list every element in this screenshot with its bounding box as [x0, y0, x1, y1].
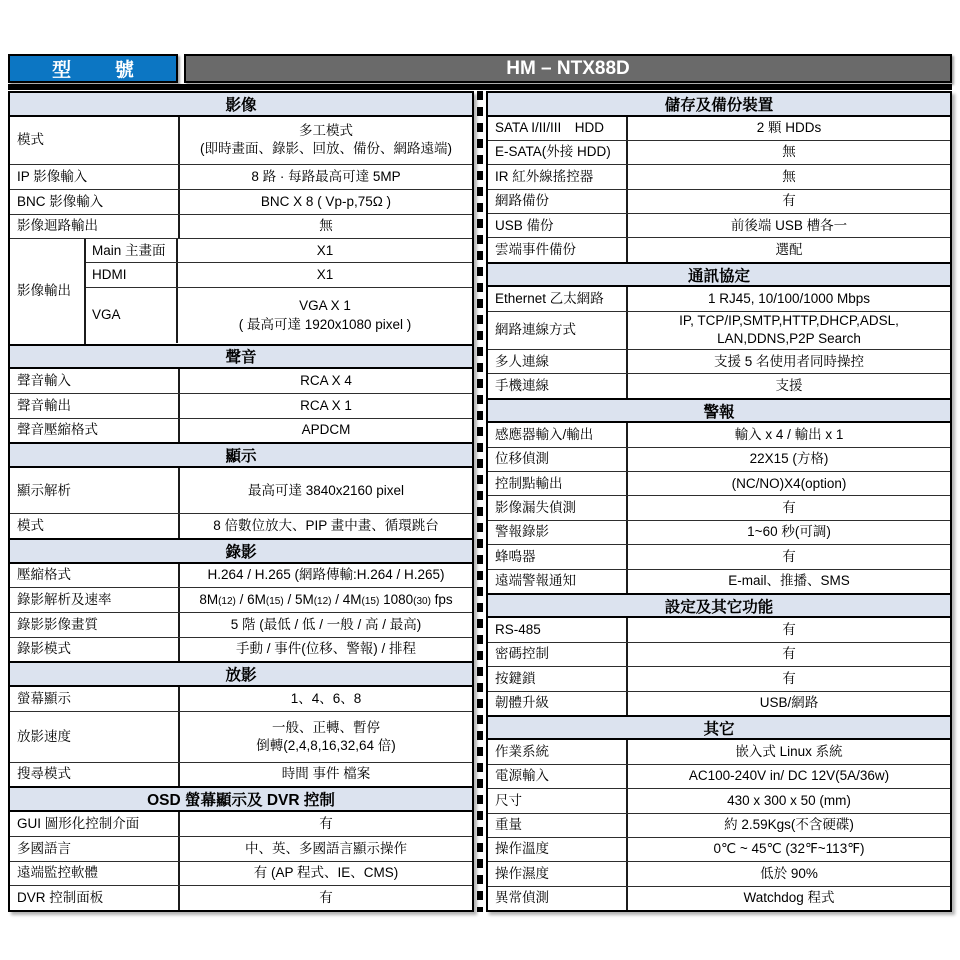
- spec-subrow: [86, 239, 472, 262]
- spec-row: [10, 612, 472, 637]
- spec-row: [10, 164, 472, 189]
- section-header: 放影: [10, 661, 472, 687]
- row-value: 有: [782, 621, 796, 637]
- spec-row: [488, 740, 950, 763]
- row-label: 聲音輸入: [10, 369, 180, 393]
- row-label: 蜂鳴器: [488, 545, 628, 568]
- row-label: 模式: [10, 514, 180, 538]
- header-separator: [8, 84, 952, 90]
- section-header: 通訊協定: [488, 262, 950, 288]
- spec-row: [10, 418, 472, 443]
- row-value: VGA X 1 ( 最高可達 1920x1080 pixel ): [238, 298, 412, 332]
- spec-row: [488, 618, 950, 641]
- spec-row: [488, 666, 950, 690]
- spec-row: [488, 520, 950, 544]
- row-value: 支援 5 名使用者同時操控: [713, 353, 864, 369]
- row-label: 密碼控制: [488, 643, 628, 666]
- row-value: 無: [782, 144, 796, 160]
- spec-row: [488, 544, 950, 568]
- section-header: 警報: [488, 398, 950, 424]
- spec-row: [488, 813, 950, 837]
- row-group-label: 影像輸出: [10, 239, 86, 343]
- spec-row: [10, 711, 472, 762]
- row-value: 輸入 x 4 / 輸出 x 1: [734, 426, 844, 442]
- row-value: RCA X 1: [300, 397, 352, 413]
- row-value: 1 RJ45, 10/100/1000 Mbps: [707, 290, 871, 306]
- row-value: 有 (AP 程式、IE、CMS): [253, 865, 399, 881]
- row-label: 多人連線: [488, 350, 628, 373]
- row-value: E-mail、推播、SMS: [728, 573, 850, 589]
- row-label: IP 影像輸入: [10, 165, 180, 189]
- row-label: USB 備份: [488, 214, 628, 237]
- row-label: Main 主畫面: [86, 239, 178, 262]
- sub-rows: [86, 239, 472, 343]
- spec-row: [488, 788, 950, 812]
- row-value: 22X15 (方格): [749, 451, 829, 467]
- spec-row: [10, 885, 472, 910]
- spec-table-right: [486, 91, 952, 912]
- row-label: 感應器輸入/輸出: [488, 423, 628, 446]
- row-value: 多工模式 (即時畫面、錄影、回放、備份、網路遠端): [200, 123, 452, 157]
- row-label: HDMI: [86, 263, 178, 286]
- row-value: 無: [319, 218, 333, 234]
- row-value: BNC X 8 ( Vp-p,75Ω ): [260, 193, 392, 209]
- spec-row: [10, 836, 472, 861]
- row-label: 韌體升級: [488, 692, 628, 715]
- section-header: 影像: [10, 93, 472, 117]
- row-value: 最高可達 3840x2160 pixel: [247, 482, 405, 498]
- row-value: 有: [782, 548, 796, 564]
- spec-row: [488, 861, 950, 885]
- spec-row: [10, 238, 472, 343]
- row-label: 控制點輸出: [488, 472, 628, 495]
- row-label: 異常偵測: [488, 887, 628, 910]
- row-value: 前後端 USB 槽各一: [730, 217, 848, 233]
- spec-row: [488, 213, 950, 237]
- row-value: USB/網路: [759, 695, 819, 711]
- row-label: DVR 控制面板: [10, 886, 180, 910]
- spec-row: [10, 812, 472, 836]
- spec-row: [10, 468, 472, 513]
- spec-row: [488, 471, 950, 495]
- spec-table-left: [8, 91, 474, 912]
- row-label: 網路連線方式: [488, 312, 628, 349]
- spec-row: [488, 237, 950, 261]
- row-label: 錄影模式: [10, 638, 180, 662]
- spec-row: [488, 764, 950, 788]
- row-value: 支援: [775, 377, 803, 393]
- row-value: X1: [316, 266, 334, 282]
- row-value: 約 2.59Kgs(不含硬碟): [724, 817, 854, 833]
- model-name: HM – NTX88D: [184, 54, 952, 83]
- row-label: 按鍵鎖: [488, 667, 628, 690]
- row-label: 顯示解析: [10, 468, 180, 513]
- row-value: 有: [782, 670, 796, 686]
- row-label: 模式: [10, 117, 180, 164]
- row-value: (NC/NO)X4(option): [731, 475, 847, 491]
- row-value: 有: [319, 815, 333, 831]
- row-label: 遠端監控軟體: [10, 862, 180, 886]
- spec-row: [488, 691, 950, 715]
- spec-row: [10, 513, 472, 538]
- row-label: 影像漏失偵測: [488, 496, 628, 519]
- row-label: 重量: [488, 814, 628, 837]
- row-value: 一般、正轉、暫停 倒轉(2,4,8,16,32,64 倍): [256, 719, 396, 753]
- row-label: 作業系統: [488, 740, 628, 763]
- section-header: 儲存及備份裝置: [488, 93, 950, 117]
- spec-row: [10, 687, 472, 711]
- row-label: 尺寸: [488, 789, 628, 812]
- row-label: VGA: [86, 288, 178, 344]
- row-label: 聲音壓縮格式: [10, 419, 180, 443]
- section-header: 設定及其它功能: [488, 593, 950, 619]
- row-value: 430 x 300 x 50 (mm): [727, 792, 851, 808]
- spec-row: [10, 214, 472, 239]
- spec-row: [488, 837, 950, 861]
- spec-row: [488, 642, 950, 666]
- row-label: SATA I/II/III HDD: [488, 117, 628, 140]
- section-header: 錄影: [10, 538, 472, 564]
- row-value: 低於 90%: [760, 865, 818, 881]
- spec-row: [488, 447, 950, 471]
- row-value: AC100-240V in/ DC 12V(5A/36w): [688, 768, 890, 784]
- row-value: 0℃ ~ 45℃ (32℉~113℉): [713, 841, 865, 857]
- row-label: 多國語言: [10, 837, 180, 861]
- row-value: 有: [782, 646, 796, 662]
- column-divider: [477, 91, 483, 912]
- row-label: 放影速度: [10, 712, 180, 762]
- row-value: IP, TCP/IP,SMTP,HTTP,DHCP,ADSL, LAN,DDNS,P2P Search: [679, 313, 899, 347]
- row-value: 8 路 · 每路最高可達 5MP: [251, 168, 401, 184]
- spec-tables: [8, 91, 952, 912]
- spec-row: [488, 886, 950, 910]
- spec-row: [10, 762, 472, 787]
- spec-row: [488, 140, 950, 164]
- row-label: 手機連線: [488, 374, 628, 397]
- spec-row: [488, 349, 950, 373]
- row-value: 時間 事件 檔案: [281, 766, 371, 782]
- row-label: 影像迴路輸出: [10, 215, 180, 239]
- row-label: IR 紅外線搖控器: [488, 165, 628, 188]
- spec-sheet: [8, 54, 952, 912]
- row-label: 搜尋模式: [10, 763, 180, 787]
- row-label: Ethernet 乙太網路: [488, 287, 628, 310]
- row-value: 8 倍數位放大、PIP 畫中畫、循環跳台: [213, 517, 439, 533]
- spec-row: [488, 117, 950, 140]
- row-value: 有: [319, 889, 333, 905]
- row-value: APDCM: [301, 422, 351, 438]
- row-label: 聲音輸出: [10, 394, 180, 418]
- row-label: 雲端事件備份: [488, 238, 628, 261]
- spec-subrow: [86, 287, 472, 344]
- section-header: OSD 螢幕顯示及 DVR 控制: [10, 786, 472, 812]
- spec-row: [10, 189, 472, 214]
- row-label: 位移偵測: [488, 448, 628, 471]
- row-label: BNC 影像輸入: [10, 190, 180, 214]
- section-header: 聲音: [10, 344, 472, 370]
- spec-row: [488, 287, 950, 310]
- row-value: 2 顆 HDDs: [756, 120, 822, 136]
- section-header: 顯示: [10, 442, 472, 468]
- row-value: 1~60 秒(可調): [747, 524, 831, 540]
- spec-row: [10, 369, 472, 393]
- spec-row: [488, 423, 950, 446]
- row-value: 1、4、6、8: [290, 690, 362, 706]
- row-value: X1: [316, 242, 334, 258]
- model-header: [8, 54, 952, 83]
- row-label: 螢幕顯示: [10, 687, 180, 711]
- spec-row: [10, 393, 472, 418]
- model-label-box: [8, 54, 178, 83]
- row-label: E-SATA(外接 HDD): [488, 141, 628, 164]
- row-label: 壓縮格式: [10, 564, 180, 588]
- section-header: 其它: [488, 715, 950, 741]
- row-value: H.264 / H.265 (網路傳輸:H.264 / H.265): [207, 567, 445, 583]
- row-value: Watchdog 程式: [743, 890, 835, 906]
- spec-row: [488, 495, 950, 519]
- row-value: 有: [782, 499, 796, 515]
- row-label: 操作濕度: [488, 862, 628, 885]
- row-label: 錄影解析及速率: [10, 588, 180, 612]
- row-value: 有: [782, 193, 796, 209]
- row-label: 遠端警報通知: [488, 570, 628, 593]
- row-value: 手動 / 事件(位移、警報) / 排程: [236, 641, 416, 657]
- row-value: 8M(12) / 6M(15) / 5M(12) / 4M(15) 1080(30) fps: [199, 592, 453, 608]
- spec-row: [10, 861, 472, 886]
- model-label: 型號: [52, 60, 178, 81]
- spec-subrow: [86, 262, 472, 286]
- row-label: 操作溫度: [488, 838, 628, 861]
- spec-row: [488, 164, 950, 188]
- row-value: RCA X 4: [300, 373, 352, 389]
- row-value: 無: [782, 168, 796, 184]
- spec-row: [10, 564, 472, 588]
- spec-row: [488, 373, 950, 397]
- row-value: 中、英、多國語言顯示操作: [245, 840, 407, 856]
- row-label: 網路備份: [488, 190, 628, 213]
- spec-row: [10, 637, 472, 662]
- spec-row: [488, 569, 950, 593]
- spec-row: [488, 189, 950, 213]
- row-label: 警報錄影: [488, 521, 628, 544]
- row-label: 錄影影像畫質: [10, 613, 180, 637]
- spec-row: [488, 311, 950, 349]
- row-value: 選配: [775, 241, 803, 257]
- spec-row: [10, 587, 472, 612]
- row-label: RS-485: [488, 618, 628, 641]
- row-label: GUI 圖形化控制介面: [10, 812, 180, 836]
- row-value: 5 階 (最低 / 低 / 一般 / 高 / 最高): [230, 616, 422, 632]
- row-value: 嵌入式 Linux 系統: [735, 743, 843, 759]
- spec-row: [10, 117, 472, 164]
- row-label: 電源輸入: [488, 765, 628, 788]
